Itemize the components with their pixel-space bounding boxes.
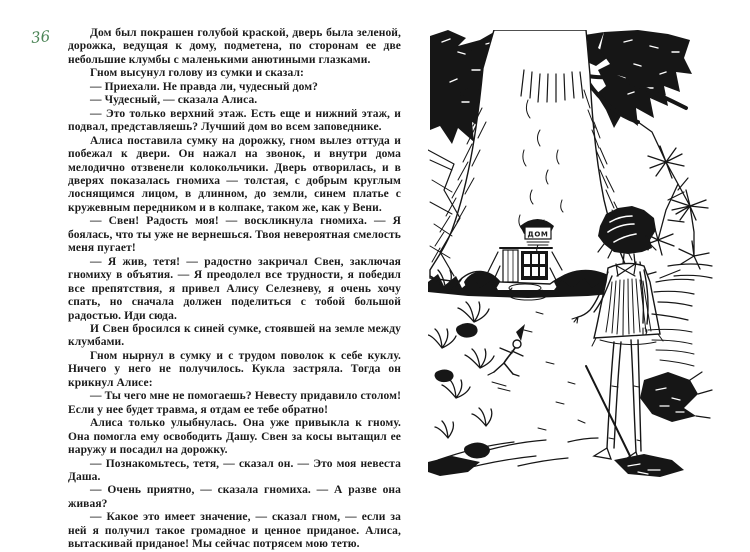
paragraph: — Чудесный, — сказала Алиса. — [90, 94, 258, 107]
paragraph: — Познакомьтесь, тетя, — сказал он. — Это моя невеста Даша. — [68, 457, 401, 483]
house-sign — [525, 227, 551, 245]
paragraph: — Какое это имеет значение, — сказал гном, — если за ней я получил такое громадное и ценное приданое. Алиса, вытаскивай приданое! Мы сейчас потрясем мою тетю. — [68, 511, 401, 551]
paragraph: Гном нырнул в сумку и с трудом поволок к себе куклу. Ничего у него не получилось. Кукла застряла. Тогда он крикнул Алисе: — [68, 349, 401, 389]
house-sign-text: ДОМ — [527, 230, 549, 239]
paragraph: Гном высунул голову из сумки и сказал: — [90, 67, 304, 80]
tree-house-illustration — [428, 30, 730, 485]
path-ground — [428, 312, 598, 476]
paragraph: — Свен! Радость моя! — воскликнула гномиха. — Я боялась, что ты уже не вернешься. Твоя невероятная смелость меня пугает! — [68, 215, 401, 255]
page-number: 36 — [30, 27, 51, 47]
paragraph: — Ты чего мне не помогаешь? Невесту придавило столом! Если у нее будет травма, я отдам ее тебе обратно! — [68, 390, 401, 416]
paragraph: Дом был покрашен голубой краской, дверь была зеленой, дорожка, ведущая к дому, подметена, по сторонам ее две небольшие клумбы с маленькими анютиными глазками. — [68, 27, 401, 66]
door-planks — [503, 250, 518, 282]
paragraph: — Я жив, тетя! — радостно закричал Свен, заключая гномиху в объятия. — Я преодолел все трудности, я победил все препятствия, я привел Алису Селезневу, я очень хочу спать, но сначала должен поделиться с тобой большой радостью. Иди сюда. — [68, 255, 401, 322]
illustration — [428, 30, 730, 485]
paragraph: Алиса поставила сумку на дорожку, гном вылез оттуда и побежал к двери. Он нажал на звонок, и внутри дома мелодично отзвенели колокольчики. Дверь отворилась, и в дверях показалась гномиха — толстая, с добрым круглым лоснящимся лицом, в длинном, до земли, синем платье с кружевным передником и в колпаке, таком же, как у Вени. — [68, 134, 401, 214]
paragraph: — Это только верхний этаж. Есть еще и нижний этаж, и подвал, представляешь? Лучший дом во всем заповеднике. — [68, 107, 401, 134]
text-column — [68, 27, 401, 552]
stick — [586, 366, 630, 456]
pine-sprays — [628, 122, 709, 288]
paragraph: И Свен бросился к синей сумке, стоявшей на земле между клумбами. — [68, 322, 401, 349]
paragraph: — Приехали. Не правда ли, чудесный дом? — [90, 80, 318, 93]
paragraph: — Очень приятно, — сказала гномиха. — А разве она живая? — [68, 484, 401, 510]
paragraph: Алиса только улыбнулась. Она уже привыкла к гному. Она помогла ему освободить Дашу. Свен за косы вытащил ее наружу и посадил на дорожку. — [68, 417, 401, 457]
